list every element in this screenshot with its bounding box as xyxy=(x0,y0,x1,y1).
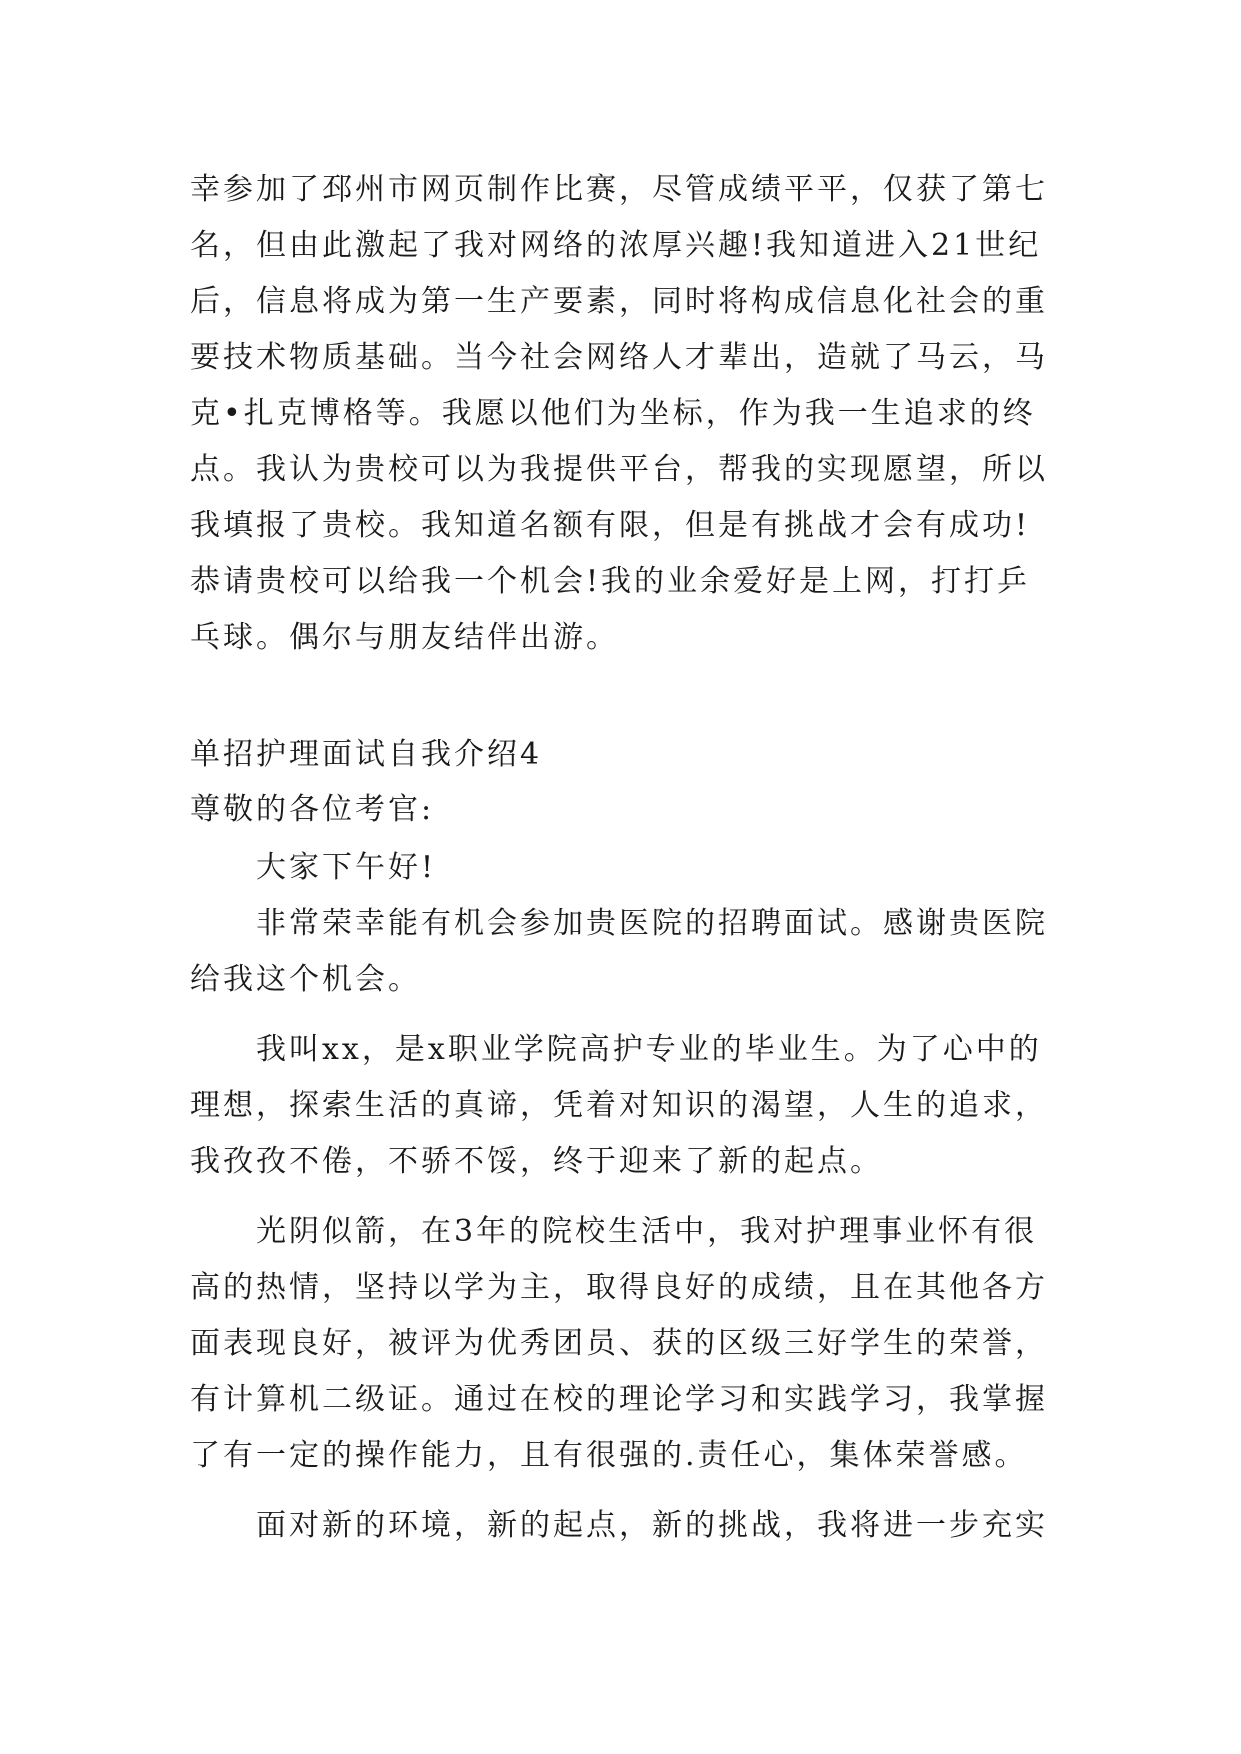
paragraph-line: 我填报了贵校。我知道名额有限，但是有挑战才会有成功! xyxy=(190,508,1031,543)
paragraph-line: 名，但由此激起了我对网络的浓厚兴趣!我知道进入21世纪 xyxy=(190,228,1042,263)
paragraph-line: 面对新的环境，新的起点，新的挑战，我将进一步充实 xyxy=(256,1508,1048,1543)
greeting: 大家下午好! xyxy=(256,850,437,885)
paragraph-line: 我叫xx，是x职业学院高护专业的毕业生。为了心中的 xyxy=(256,1032,1042,1067)
paragraph-line: 光阴似箭，在3年的院校生活中，我对护理事业怀有很 xyxy=(256,1214,1038,1249)
section-title: 单招护理面试自我介绍4 xyxy=(190,737,543,772)
paragraph-line: 我孜孜不倦，不骄不馁，终于迎来了新的起点。 xyxy=(190,1144,883,1179)
paragraph-line: 要技术物质基础。当今社会网络人才辈出，造就了马云，马 xyxy=(190,340,1048,375)
salutation: 尊敬的各位考官: xyxy=(190,792,435,827)
paragraph-line: 高的热情，坚持以学为主，取得良好的成绩，且在其他各方 xyxy=(190,1270,1048,1305)
paragraph-line: 幸参加了邳州市网页制作比赛，尽管成绩平平，仅获了第七 xyxy=(190,172,1048,207)
paragraph-line: 克•扎克博格等。我愿以他们为坐标，作为我一生追求的终 xyxy=(190,396,1036,431)
paragraph-line: 非常荣幸能有机会参加贵医院的招聘面试。感谢贵医院 xyxy=(256,906,1048,941)
paragraph-line: 面表现良好，被评为优秀团员、获的区级三好学生的荣誉， xyxy=(190,1326,1048,1361)
paragraph-line: 后，信息将成为第一生产要素，同时将构成信息化社会的重 xyxy=(190,284,1048,319)
paragraph-line: 乓球。偶尔与朋友结伴出游。 xyxy=(190,620,619,655)
paragraph-line: 点。我认为贵校可以为我提供平台，帮我的实现愿望，所以 xyxy=(190,452,1048,487)
paragraph-line: 理想，探索生活的真谛，凭着对知识的渴望，人生的追求， xyxy=(190,1088,1048,1123)
paragraph-line: 恭请贵校可以给我一个机会!我的业余爱好是上网，打打乒 xyxy=(190,564,1031,599)
paragraph-line: 给我这个机会。 xyxy=(190,962,421,997)
paragraph-line: 有计算机二级证。通过在校的理论学习和实践学习，我掌握 xyxy=(190,1382,1048,1417)
paragraph-line: 了有一定的操作能力，且有很强的.责任心，集体荣誉感。 xyxy=(190,1438,1028,1473)
